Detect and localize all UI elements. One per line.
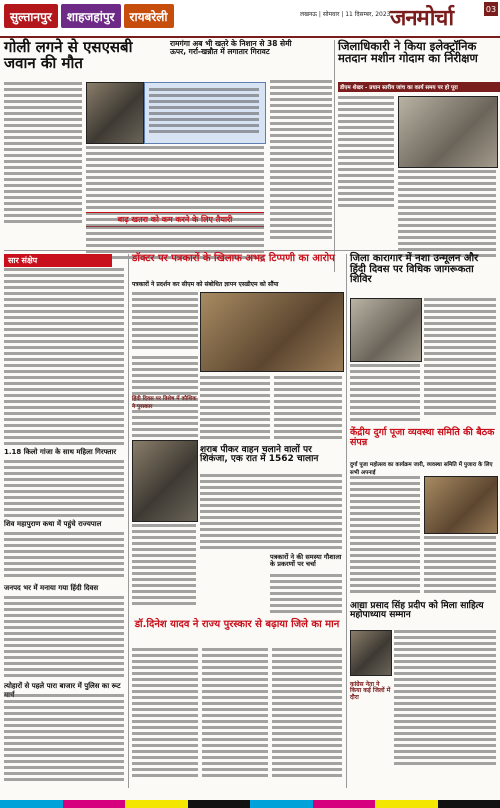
durga-puja-headline: केंद्रीय दुर्गा पूजा व्यवस्था समिति की बैठक संपन्न xyxy=(350,427,495,448)
doctor-subheadline: पत्रकारों ने प्रदर्शन कर सीएम को संबोधित ज्ञापन एसडीएम को सौंपा xyxy=(132,281,279,288)
brief-body-3 xyxy=(4,532,124,580)
gaushala-headline: पत्रकारों ने की समस्या गौशाला के प्रकरणों पर चर्चा xyxy=(270,553,342,568)
sar-sankshep-header: सार संक्षेप xyxy=(4,254,112,267)
edition-tab-sultanpur[interactable]: सुल्तानपुर xyxy=(4,4,58,28)
jail-camp-body-1 xyxy=(424,298,496,418)
durga-puja-body-2 xyxy=(424,536,496,596)
durga-puja-subheadline: दुर्गा पूजा महोत्सव का कार्यक्रम जारी, व्यवस्था समिति में पुजारा के लिए सभी अपनाई xyxy=(350,462,493,476)
sahitya-award-body xyxy=(394,630,496,768)
award-body-col-1 xyxy=(132,648,198,780)
brief-body-4 xyxy=(4,596,124,680)
sahitya-award-photo xyxy=(350,630,392,676)
section-divider xyxy=(4,250,496,251)
evm-headline: जिलाधिकारी ने किया इलेक्ट्रॉनिक मतदान मशीन गोदाम का निरीक्षण xyxy=(338,39,478,66)
award-body-col-3 xyxy=(272,648,342,780)
sahitya-award-headline: आद्या प्रसाद सिंह प्रदीप को मिला साहित्य महोपाध्याय सम्मान xyxy=(350,601,484,621)
doctor-body-col-1 xyxy=(132,292,198,352)
congress-headline: कांग्रेस नेता ने किया कई जिलों में दौरा xyxy=(350,681,391,701)
evm-photo xyxy=(398,96,498,168)
brief-headline-route-march: त्योहारों से पहले पारा बाजार में पुलिस का रूट xyxy=(4,682,121,690)
brief-body-1 xyxy=(4,268,124,364)
lead-photo-soldier xyxy=(86,82,144,144)
police-checking-photo xyxy=(132,440,198,522)
brief-body-2 xyxy=(4,460,124,520)
award-body-col-2 xyxy=(202,648,268,780)
doctor-body-col-4 xyxy=(274,376,342,442)
column-rule-2 xyxy=(128,254,129,788)
evm-subheadline: डीएम शेखर - प्रधान स्तरीय जांच का कार्य समय पर हो पूरा xyxy=(338,82,500,92)
durga-puja-meeting-photo xyxy=(424,476,498,534)
lead-body-col-1 xyxy=(4,82,82,226)
ramganga-headline: रामगंगा अब भी खतरे के निशान से 38 सेमी ऊपर, गर्रा-खन्नौत में लगातार गिरावट xyxy=(170,39,292,56)
brief-body-5 xyxy=(4,694,124,784)
lead-headline: गोली लगने से एसएसबी जवान की मौत xyxy=(4,38,133,72)
newspaper-logo: जनमोर्चा xyxy=(390,5,454,31)
printer-color-strip xyxy=(0,800,500,808)
jail-camp-photo xyxy=(350,298,422,362)
center-col-body-2 xyxy=(132,524,196,608)
durga-puja-body-1 xyxy=(350,476,420,596)
evm-body-col-2 xyxy=(398,170,496,260)
drunk-driving-headline: शराब पीकर वाहन चलाने वालों पर शिकंजा, एक रात में 1562 चालान xyxy=(200,445,319,465)
ramganga-body-col-1 xyxy=(270,80,332,242)
brief-headline-ganja: 1.18 किलो गांजा के साथ महिला गिरफ्तार xyxy=(4,448,117,456)
award-headline: डॉ.दिनेश यादव ने राज्य पुरस्कार से बढ़ाया जिले का मान xyxy=(134,619,340,630)
edition-tab-raebareli[interactable]: रायबरेली xyxy=(124,4,174,28)
brief-headline-hindi-divas: जनपद भर में मनाया गया हिंदी दिवस xyxy=(4,584,99,592)
protest-photo xyxy=(200,292,344,372)
lead-highlights-box xyxy=(144,82,266,144)
jail-camp-headline: जिला कारागार में नशा उन्मूलन और हिंदी दिवस पर विधिक जागरूकता शिविर xyxy=(350,253,479,285)
drunk-driving-body xyxy=(200,474,342,552)
edition-tabs xyxy=(4,4,174,28)
doctor-body-col-3 xyxy=(200,376,270,442)
page-number: 03 xyxy=(484,2,498,16)
jail-camp-body-2 xyxy=(350,364,420,424)
doctor-headline: डॉक्टर पर पत्रकारों के खिलाफ अभद्र टिप्पणी का आरोप xyxy=(132,253,335,264)
brief-headline-governor: शिव महापुराण कथा में पहुंचे राज्यपाल xyxy=(4,520,102,528)
flood-boxed-headline: बाढ़ खतरा को कम करने के लिए तैयारी xyxy=(86,212,264,227)
evm-body-col-1 xyxy=(338,96,394,210)
dateline: लखनऊ | सोमवार | 11 दिसम्बर, 2023 xyxy=(300,11,391,18)
gaushala-body xyxy=(270,574,342,616)
masthead xyxy=(0,0,500,38)
column-rule xyxy=(334,40,335,272)
brief-body-1b xyxy=(4,364,124,448)
column-rule-3 xyxy=(346,254,347,788)
edition-tab-shahjahanpur[interactable]: शाहजहांपुर xyxy=(61,4,121,28)
hindi-divas-award-box: हिंदी दिवस पर विशेष में कौशिक ने पुरस्कार xyxy=(132,396,197,410)
